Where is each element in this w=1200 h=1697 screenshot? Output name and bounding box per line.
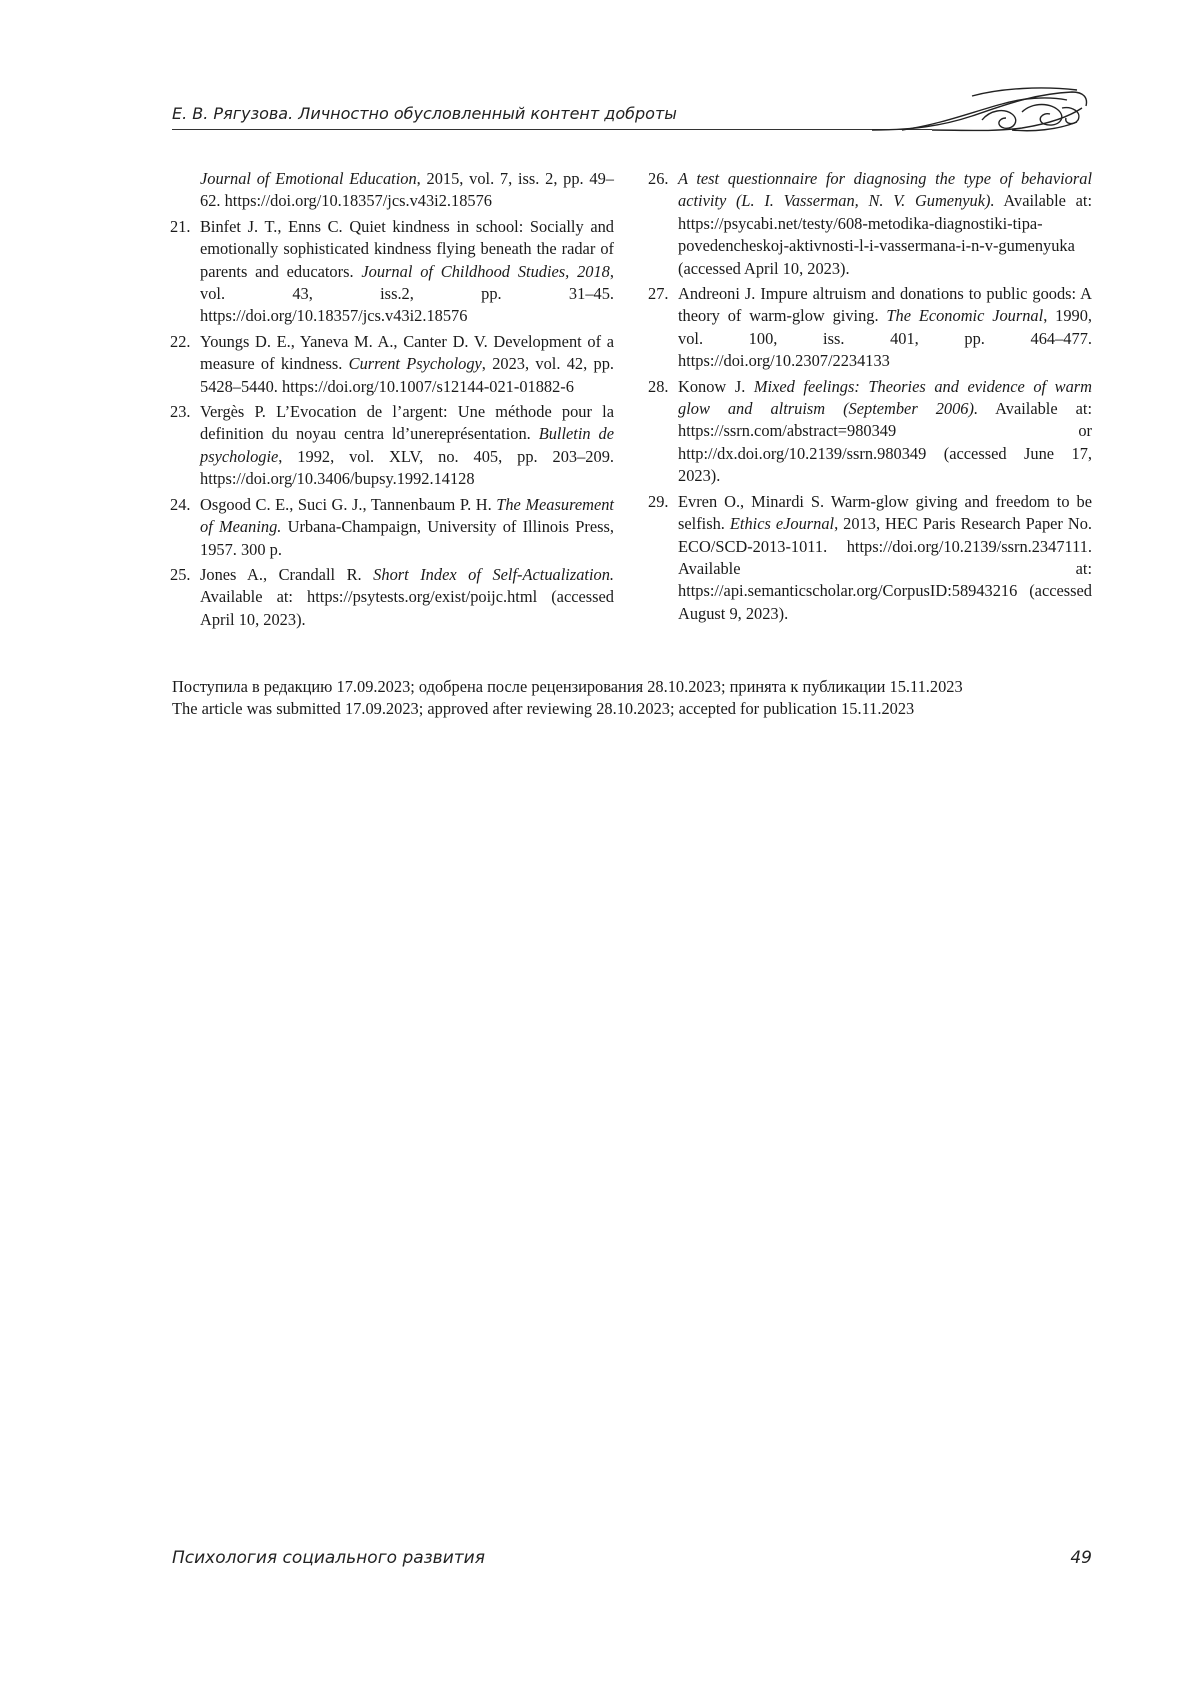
reference-item [172,494,614,561]
reference-title: Journal of Emotional Education [200,169,417,188]
journal-name: Психология социального развития [172,1548,485,1568]
reference-title: Current Psychology [348,354,482,374]
reference-text: , 2023, vol. 42, pp. 5428–5440. https://doi.org/10.1007/s12144-021-01882-6 [200,354,614,396]
reference-item [172,331,614,398]
reference-item [650,491,1092,625]
running-header [172,96,1092,136]
reference-text: Binfet J. T., Enns C. Quiet kindness in school: Socially and emotionally sophisticated kindness flying beneath the radar of parents and educators. [200,216,614,281]
reference-text: , 2013, HEC Paris Research Paper No. ECO/SCD-2013-1011. https://doi.org/10.2139/ssrn.2347111. Available at: https://api.semanticscholar.org/CorpusID:58943216 (accessed August 9, 2023). [678,514,1092,623]
running-title: Е. В. Рягузова. Личностно обусловленный контент доброты [172,104,677,123]
reference-title: Bulletin de psychologie [200,424,614,466]
reference-number: 22. [170,331,191,351]
reference-text: Available at: https://ssrn.com/abstract=980349 or http://dx.doi.org/10.2139/ssrn.980349 (accessed June 17, 2023). [678,399,1092,486]
reference-item [650,283,1092,373]
reference-text: Vergès P. L’Evocation de l’argent: Une méthode pour la definition du noyau centra ld’unereprésentation. [200,402,614,444]
reference-text: Jones A., Crandall R. [200,564,374,584]
reference-number: 24. [170,494,191,514]
reference-text: Andreoni J. Impure altruism and donations to public goods: A theory of warm-glow giving. [678,284,1092,326]
reference-title: Mixed feelings: Theories and evidence of warm glow and altruism (September 2006). [678,376,1093,419]
reference-text: , 1992, vol. XLV, no. 405, pp. 203–209. https://doi.org/10.3406/bupsy.1992.14128 [200,446,614,489]
reference-item [172,216,614,328]
ornament-icon [872,86,1092,138]
reference-item [650,168,1092,280]
reference-text: , 2015, vol. 7, iss. 2, pp. 49–62. https://doi.org/10.18357/jcs.v43i2.18576 [200,169,614,211]
reference-item [172,564,614,631]
reference-title: Short Index of Self-Actualization. [373,564,614,584]
reference-title: Ethics eJournal [729,514,835,534]
reference-text: Youngs D. E., Yaneva M. A., Canter D. V. Development of a measure of kindness. [200,331,614,374]
submission-dates [172,676,1092,721]
references-right-column [650,168,1092,628]
reference-number: 23. [170,402,191,422]
submission-ru: Поступила в редакцию 17.09.2023; одобрена после рецензирования 28.10.2023; принята к публикации 15.11.2023 [172,677,963,696]
reference-text: Evren O., Minardi S. Warm-glow giving and freedom to be selfish. [678,491,1092,534]
reference-number: 21. [170,216,191,236]
reference-text: , 1990, vol. 100, iss. 401, pp. 464–477. https://doi.org/10.2307/2234133 [678,306,1092,371]
reference-text: Osgood C. E., Suci G. J., Tannenbaum P. H. [200,494,497,514]
page-footer [172,1548,1092,1578]
reference-item [172,168,614,213]
submission-en: The article was submitted 17.09.2023; approved after reviewing 28.10.2023; accepted for publication 15.11.2023 [172,699,915,719]
reference-text: Available at: https://psytests.org/exist/poijc.html (accessed April 10, 2023). [200,587,614,629]
references-left-column [172,168,614,634]
reference-text: Available at: https://psycabi.net/testy/608-metodika-diagnostiki-tipa-povedencheskoj-aktivnosti-l-i-vassermana-i-n-v-gumenyuka (accessed April 10, 2023). [678,191,1093,278]
reference-title: The Measurement of Meaning. [200,494,614,537]
reference-text: , vol. 43, iss.2, pp. 31–45. https://doi.org/10.18357/jcs.v43i2.18576 [200,261,614,326]
page-number: 49 [1070,1548,1092,1568]
reference-title: The Economic Journal [886,306,1044,326]
reference-text: Konow J. [678,376,754,396]
reference-title: A test questionnaire for diagnosing the type of behavioral activity (L. I. Vasserman, N. V. Gumenyuk). [678,169,1092,211]
reference-number: 29. [648,491,669,511]
reference-title: Journal of Childhood Studies, 2018 [361,261,610,281]
reference-item [172,401,614,491]
header-rule [172,129,932,130]
reference-number: 27. [648,284,669,304]
reference-text: Urbana-Champaign, University of Illinois Press, 1957. 300 p. [200,517,614,559]
reference-item [650,376,1092,488]
reference-number: 26. [648,169,669,188]
reference-number: 25. [170,564,191,584]
reference-number: 28. [648,376,669,396]
